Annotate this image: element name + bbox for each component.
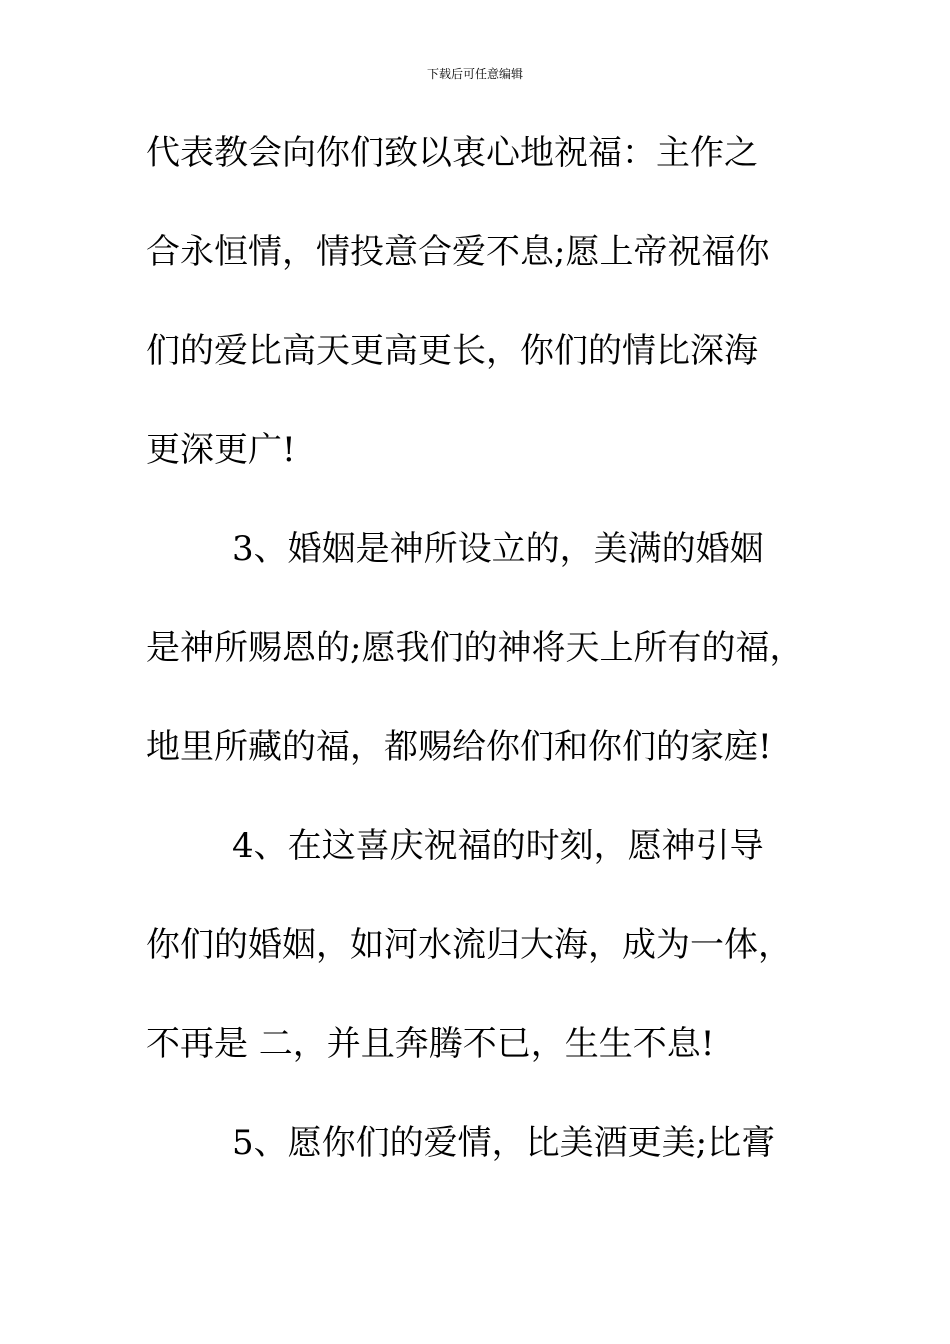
text-line: 是神所赐恩的;愿我们的神将天上所有的福， xyxy=(146,628,804,668)
page-header: 下载后可任意编辑 xyxy=(426,67,523,81)
numbered-paragraph-4: 4、在这喜庆祝福的时刻，愿神引导 xyxy=(232,826,764,866)
numbered-paragraph-3: 3、婚姻是神所设立的，美满的婚姻 xyxy=(232,529,764,569)
text-line: 不再是 二，并且奔腾不已，生生不息! xyxy=(146,1024,715,1064)
text-line: 合永恒情，情投意合爱不息;愿上帝祝福你 xyxy=(146,232,770,272)
text-line: 们的爱比高天更高更长，你们的情比深海 xyxy=(146,331,758,371)
text-line: 你们的婚姻，如河水流归大海，成为一体， xyxy=(146,925,792,965)
numbered-paragraph-5: 5、愿你们的爱情，比美酒更美;比膏 xyxy=(232,1123,776,1163)
text-line: 更深更广! xyxy=(146,430,296,470)
text-line: 地里所藏的福，都赐给你们和你们的家庭! xyxy=(146,727,772,767)
text-line: 代表教会向你们致以衷心地祝福：主作之 xyxy=(146,133,758,173)
document-body xyxy=(146,128,826,1217)
